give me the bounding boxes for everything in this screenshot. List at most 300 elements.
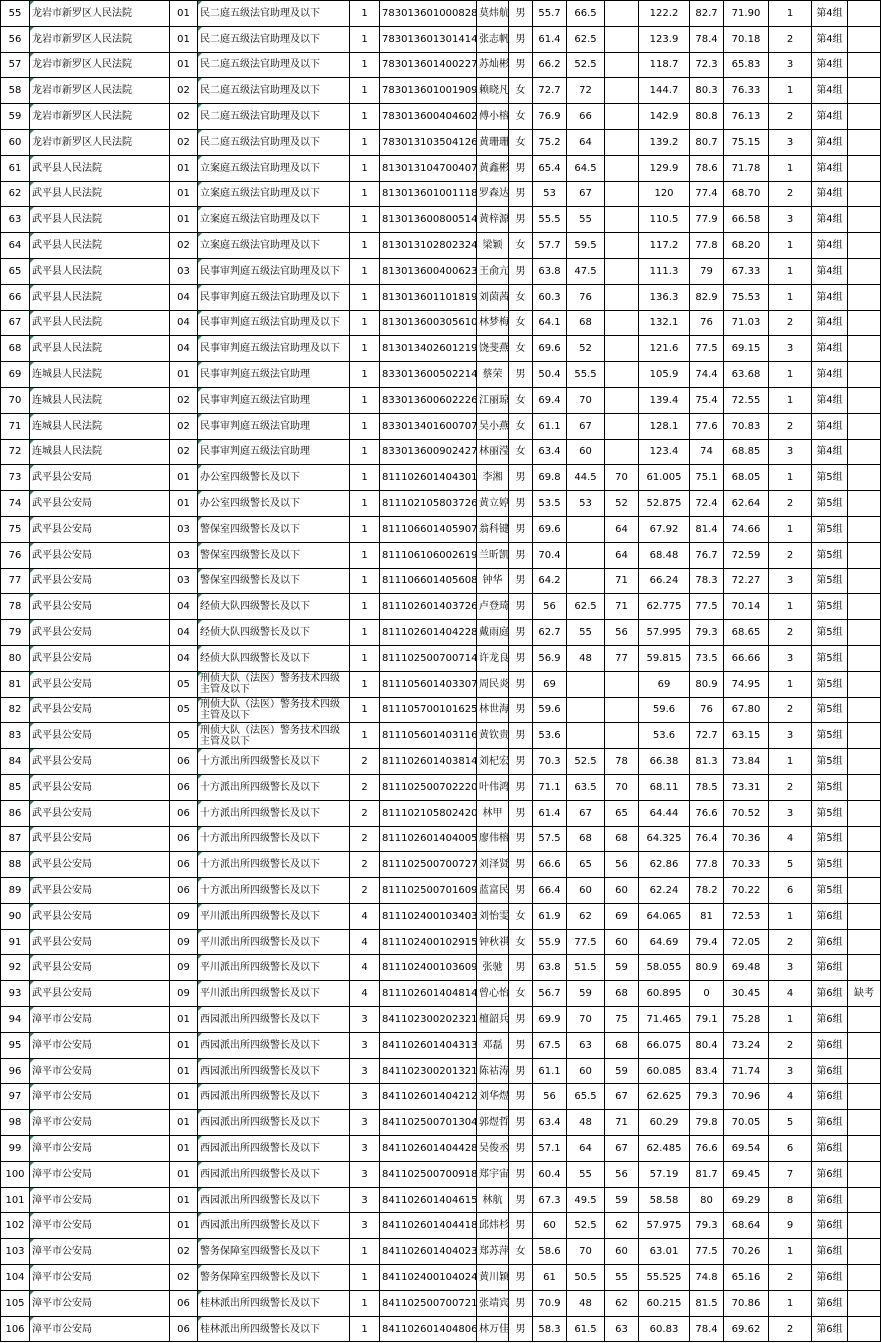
table-row xyxy=(1,284,881,310)
cell-remark xyxy=(848,800,881,826)
cell-row-number: 87 xyxy=(1,826,30,852)
cell-unit-name: 武平县公安局 xyxy=(30,903,170,929)
cell-candidate-name: 黄钦贵 xyxy=(477,723,509,749)
cell-written-score-c xyxy=(605,310,639,336)
cell-written-total: 64.69 xyxy=(639,929,690,955)
cell-written-score-c xyxy=(605,129,639,155)
cell-remark xyxy=(848,1136,881,1162)
cell-candidate-name: 刘怡雯 xyxy=(477,903,509,929)
cell-interview-score: 74.4 xyxy=(690,362,724,388)
cell-written-score-c xyxy=(605,671,639,697)
cell-written-score-a: 60 xyxy=(533,1213,567,1239)
cell-written-score-a: 66.4 xyxy=(533,878,567,904)
cell-unit-name: 武平县公安局 xyxy=(30,800,170,826)
cell-hire-count: 1 xyxy=(350,1,380,27)
cell-written-score-c: 62 xyxy=(605,1290,639,1316)
cell-rank: 1 xyxy=(769,594,812,620)
cell-written-total: 123.4 xyxy=(639,439,690,465)
cell-written-score-b xyxy=(567,568,605,594)
cell-written-score-b xyxy=(567,516,605,542)
cell-position-name: 刑侦大队（法医）警务技术四级主管及以下 xyxy=(198,723,350,749)
cell-written-score-a: 69.6 xyxy=(533,516,567,542)
cell-row-number: 93 xyxy=(1,981,30,1007)
cell-remark xyxy=(848,129,881,155)
cell-final-score: 73.31 xyxy=(724,774,769,800)
table-row xyxy=(1,207,881,233)
cell-gender: 女 xyxy=(509,336,533,362)
table-row xyxy=(1,1265,881,1291)
table-row xyxy=(1,465,881,491)
cell-position-code: 03 xyxy=(170,516,198,542)
cell-final-score: 68.64 xyxy=(724,1213,769,1239)
cell-unit-name: 武平县公安局 xyxy=(30,620,170,646)
cell-unit-name: 武平县人民法院 xyxy=(30,181,170,207)
table-row xyxy=(1,903,881,929)
cell-unit-name: 武平县公安局 xyxy=(30,774,170,800)
cell-group: 第6组 xyxy=(812,1084,848,1110)
cell-hire-count: 1 xyxy=(350,129,380,155)
cell-hire-count: 1 xyxy=(350,697,380,723)
cell-written-total: 55.525 xyxy=(639,1265,690,1291)
cell-position-code: 02 xyxy=(170,1265,198,1291)
cell-position-name: 民二庭五级法官助理及以下 xyxy=(198,26,350,52)
cell-gender: 男 xyxy=(509,826,533,852)
cell-ticket-number: 841102300202321 xyxy=(380,1007,477,1033)
cell-hire-count: 4 xyxy=(350,903,380,929)
cell-unit-name: 武平县公安局 xyxy=(30,749,170,775)
cell-position-code: 01 xyxy=(170,1007,198,1033)
cell-hire-count: 1 xyxy=(350,542,380,568)
cell-row-number: 97 xyxy=(1,1084,30,1110)
cell-ticket-number: 811106601405608 xyxy=(380,568,477,594)
cell-group: 第4组 xyxy=(812,52,848,78)
cell-row-number: 106 xyxy=(1,1316,30,1342)
cell-row-number: 89 xyxy=(1,878,30,904)
cell-row-number: 66 xyxy=(1,284,30,310)
cell-candidate-name: 刘茵茜 xyxy=(477,284,509,310)
cell-gender: 男 xyxy=(509,258,533,284)
cell-group: 第4组 xyxy=(812,413,848,439)
cell-position-name: 警务保障室四级警长及以下 xyxy=(198,1239,350,1265)
cell-written-total: 110.5 xyxy=(639,207,690,233)
cell-interview-score: 80.9 xyxy=(690,955,724,981)
cell-interview-score: 0 xyxy=(690,981,724,1007)
cell-candidate-name: 叶伟鸿 xyxy=(477,774,509,800)
cell-hire-count: 3 xyxy=(350,1187,380,1213)
table-row xyxy=(1,723,881,749)
cell-candidate-name: 蔡荣 xyxy=(477,362,509,388)
cell-ticket-number: 813013402601219 xyxy=(380,336,477,362)
cell-remark xyxy=(848,1161,881,1187)
cell-remark xyxy=(848,774,881,800)
cell-position-code: 09 xyxy=(170,981,198,1007)
cell-hire-count: 1 xyxy=(350,207,380,233)
cell-remark xyxy=(848,181,881,207)
cell-written-total: 62.485 xyxy=(639,1136,690,1162)
cell-ticket-number: 841102601404615 xyxy=(380,1187,477,1213)
cell-ticket-number: 841102500700721 xyxy=(380,1290,477,1316)
cell-final-score: 75.15 xyxy=(724,129,769,155)
cell-candidate-name: 周民炎 xyxy=(477,671,509,697)
cell-remark xyxy=(848,1316,881,1342)
cell-hire-count: 2 xyxy=(350,800,380,826)
cell-gender: 男 xyxy=(509,568,533,594)
cell-ticket-number: 841102601404212 xyxy=(380,1084,477,1110)
cell-row-number: 78 xyxy=(1,594,30,620)
cell-rank: 4 xyxy=(769,981,812,1007)
cell-written-total: 60.83 xyxy=(639,1316,690,1342)
cell-group: 第6组 xyxy=(812,1058,848,1084)
cell-final-score: 69.45 xyxy=(724,1161,769,1187)
cell-written-score-c xyxy=(605,233,639,259)
cell-rank: 2 xyxy=(769,104,812,130)
cell-position-name: 民事审判庭五级法官助理 xyxy=(198,439,350,465)
cell-ticket-number: 811102500700714 xyxy=(380,645,477,671)
cell-final-score: 70.22 xyxy=(724,878,769,904)
cell-ticket-number: 833013600502214 xyxy=(380,362,477,388)
cell-interview-score: 79.3 xyxy=(690,1213,724,1239)
cell-group: 第4组 xyxy=(812,1,848,27)
cell-ticket-number: 811102105803726 xyxy=(380,491,477,517)
cell-written-score-a: 59.6 xyxy=(533,697,567,723)
cell-position-name: 十方派出所四级警长及以下 xyxy=(198,852,350,878)
cell-unit-name: 龙岩市新罗区人民法院 xyxy=(30,1,170,27)
cell-ticket-number: 841102400104024 xyxy=(380,1265,477,1291)
cell-hire-count: 1 xyxy=(350,439,380,465)
cell-row-number: 101 xyxy=(1,1187,30,1213)
cell-row-number: 104 xyxy=(1,1265,30,1291)
cell-position-name: 警务保障室四级警长及以下 xyxy=(198,1265,350,1291)
cell-position-code: 01 xyxy=(170,52,198,78)
cell-interview-score: 74 xyxy=(690,439,724,465)
cell-written-score-a: 57.5 xyxy=(533,826,567,852)
cell-row-number: 56 xyxy=(1,26,30,52)
cell-rank: 1 xyxy=(769,78,812,104)
cell-written-total: 69 xyxy=(639,671,690,697)
cell-gender: 男 xyxy=(509,1007,533,1033)
cell-interview-score: 77.5 xyxy=(690,594,724,620)
cell-candidate-name: 钟华 xyxy=(477,568,509,594)
cell-position-name: 十方派出所四级警长及以下 xyxy=(198,826,350,852)
cell-written-score-c: 55 xyxy=(605,1265,639,1291)
cell-candidate-name: 兰昕凯 xyxy=(477,542,509,568)
cell-row-number: 84 xyxy=(1,749,30,775)
cell-candidate-name: 江丽琼 xyxy=(477,387,509,413)
cell-position-code: 06 xyxy=(170,852,198,878)
cell-final-score: 67.33 xyxy=(724,258,769,284)
cell-rank: 9 xyxy=(769,1213,812,1239)
cell-rank: 4 xyxy=(769,826,812,852)
cell-group: 第5组 xyxy=(812,671,848,697)
cell-written-score-c xyxy=(605,52,639,78)
cell-written-score-b: 52.5 xyxy=(567,52,605,78)
cell-rank: 4 xyxy=(769,1084,812,1110)
cell-unit-name: 武平县公安局 xyxy=(30,465,170,491)
cell-position-code: 06 xyxy=(170,800,198,826)
cell-rank: 3 xyxy=(769,129,812,155)
cell-rank: 1 xyxy=(769,155,812,181)
cell-ticket-number: 811106106002619 xyxy=(380,542,477,568)
cell-final-score: 62.64 xyxy=(724,491,769,517)
cell-final-score: 65.16 xyxy=(724,1265,769,1291)
cell-unit-name: 漳平市公安局 xyxy=(30,1110,170,1136)
cell-position-code: 04 xyxy=(170,284,198,310)
cell-position-name: 刑侦大队（法医）警务技术四级主管及以下 xyxy=(198,671,350,697)
cell-written-score-c: 60 xyxy=(605,1239,639,1265)
cell-rank: 2 xyxy=(769,413,812,439)
cell-written-total: 60.085 xyxy=(639,1058,690,1084)
cell-position-name: 经侦大队四级警长及以下 xyxy=(198,645,350,671)
cell-written-score-c: 52 xyxy=(605,491,639,517)
cell-rank: 3 xyxy=(769,723,812,749)
cell-final-score: 69.48 xyxy=(724,955,769,981)
cell-group: 第5组 xyxy=(812,620,848,646)
cell-written-score-a: 53 xyxy=(533,181,567,207)
cell-final-score: 70.26 xyxy=(724,1239,769,1265)
cell-written-total: 120 xyxy=(639,181,690,207)
cell-position-name: 民事审判庭五级法官助理及以下 xyxy=(198,336,350,362)
cell-position-code: 06 xyxy=(170,1316,198,1342)
cell-position-code: 01 xyxy=(170,1,198,27)
cell-written-score-b: 59.5 xyxy=(567,233,605,259)
cell-candidate-name: 饶斐燕 xyxy=(477,336,509,362)
cell-remark xyxy=(848,491,881,517)
cell-remark xyxy=(848,1239,881,1265)
cell-ticket-number: 813013102802324 xyxy=(380,233,477,259)
cell-written-score-a: 58.3 xyxy=(533,1316,567,1342)
cell-gender: 女 xyxy=(509,439,533,465)
cell-candidate-name: 赖晓凡 xyxy=(477,78,509,104)
cell-final-score: 70.96 xyxy=(724,1084,769,1110)
cell-group: 第6组 xyxy=(812,1110,848,1136)
cell-interview-score: 75.4 xyxy=(690,387,724,413)
table-row xyxy=(1,878,881,904)
cell-written-score-b: 65 xyxy=(567,852,605,878)
table-row xyxy=(1,749,881,775)
cell-position-code: 01 xyxy=(170,491,198,517)
cell-written-total: 62.86 xyxy=(639,852,690,878)
cell-gender: 男 xyxy=(509,774,533,800)
cell-written-score-c xyxy=(605,155,639,181)
cell-remark xyxy=(848,258,881,284)
cell-final-score: 74.95 xyxy=(724,671,769,697)
cell-position-code: 09 xyxy=(170,955,198,981)
cell-unit-name: 武平县公安局 xyxy=(30,981,170,1007)
table-row xyxy=(1,645,881,671)
cell-written-score-a: 53.6 xyxy=(533,723,567,749)
cell-written-score-a: 69.4 xyxy=(533,387,567,413)
cell-written-total: 121.6 xyxy=(639,336,690,362)
cell-hire-count: 1 xyxy=(350,645,380,671)
cell-written-score-c: 64 xyxy=(605,542,639,568)
cell-candidate-name: 林梦梅 xyxy=(477,310,509,336)
cell-interview-score: 79.8 xyxy=(690,1110,724,1136)
cell-written-total: 64.065 xyxy=(639,903,690,929)
cell-remark xyxy=(848,1058,881,1084)
cell-group: 第5组 xyxy=(812,516,848,542)
cell-written-score-b: 55 xyxy=(567,620,605,646)
cell-gender: 女 xyxy=(509,104,533,130)
cell-candidate-name: 林甲 xyxy=(477,800,509,826)
cell-hire-count: 1 xyxy=(350,1239,380,1265)
cell-ticket-number: 813013601001118 xyxy=(380,181,477,207)
cell-unit-name: 连城县人民法院 xyxy=(30,413,170,439)
cell-final-score: 70.18 xyxy=(724,26,769,52)
cell-written-score-a: 63.8 xyxy=(533,955,567,981)
table-row xyxy=(1,258,881,284)
cell-written-score-a: 67.3 xyxy=(533,1187,567,1213)
cell-written-score-a: 56.9 xyxy=(533,645,567,671)
cell-group: 第6组 xyxy=(812,1032,848,1058)
cell-position-name: 立案庭五级法官助理及以下 xyxy=(198,155,350,181)
cell-written-score-b: 60 xyxy=(567,439,605,465)
cell-written-total: 58.58 xyxy=(639,1187,690,1213)
table-row xyxy=(1,1290,881,1316)
cell-gender: 男 xyxy=(509,1316,533,1342)
cell-written-score-a: 71.1 xyxy=(533,774,567,800)
cell-written-total: 122.2 xyxy=(639,1,690,27)
cell-final-score: 68.65 xyxy=(724,620,769,646)
cell-unit-name: 武平县公安局 xyxy=(30,516,170,542)
table-row xyxy=(1,568,881,594)
cell-row-number: 73 xyxy=(1,465,30,491)
cell-rank: 1 xyxy=(769,387,812,413)
cell-interview-score: 81.7 xyxy=(690,1161,724,1187)
cell-position-code: 01 xyxy=(170,207,198,233)
cell-row-number: 71 xyxy=(1,413,30,439)
cell-remark xyxy=(848,52,881,78)
cell-row-number: 70 xyxy=(1,387,30,413)
table-row xyxy=(1,697,881,723)
cell-ticket-number: 811102500701609 xyxy=(380,878,477,904)
cell-position-code: 04 xyxy=(170,336,198,362)
cell-unit-name: 武平县公安局 xyxy=(30,671,170,697)
cell-rank: 2 xyxy=(769,26,812,52)
cell-position-code: 06 xyxy=(170,749,198,775)
cell-written-score-c: 71 xyxy=(605,568,639,594)
cell-remark xyxy=(848,1032,881,1058)
cell-position-code: 01 xyxy=(170,1032,198,1058)
cell-unit-name: 龙岩市新罗区人民法院 xyxy=(30,52,170,78)
table-row xyxy=(1,774,881,800)
cell-hire-count: 1 xyxy=(350,620,380,646)
cell-row-number: 55 xyxy=(1,1,30,27)
cell-group: 第4组 xyxy=(812,387,848,413)
cell-remark: 缺考 xyxy=(848,981,881,1007)
cell-rank: 6 xyxy=(769,1136,812,1162)
cell-written-score-c xyxy=(605,181,639,207)
cell-group: 第4组 xyxy=(812,284,848,310)
cell-unit-name: 武平县人民法院 xyxy=(30,336,170,362)
cell-interview-score: 77.5 xyxy=(690,336,724,362)
cell-hire-count: 4 xyxy=(350,981,380,1007)
cell-written-score-a: 69.6 xyxy=(533,336,567,362)
cell-group: 第5组 xyxy=(812,491,848,517)
cell-hire-count: 1 xyxy=(350,723,380,749)
cell-written-score-c: 75 xyxy=(605,1007,639,1033)
cell-position-code: 09 xyxy=(170,903,198,929)
cell-final-score: 72.05 xyxy=(724,929,769,955)
cell-unit-name: 漳平市公安局 xyxy=(30,1213,170,1239)
cell-written-total: 62.625 xyxy=(639,1084,690,1110)
cell-written-score-a: 61.4 xyxy=(533,26,567,52)
cell-remark xyxy=(848,955,881,981)
cell-ticket-number: 811102601404814 xyxy=(380,981,477,1007)
cell-candidate-name: 黄珊珊 xyxy=(477,129,509,155)
cell-ticket-number: 813013104700407 xyxy=(380,155,477,181)
cell-written-total: 128.1 xyxy=(639,413,690,439)
cell-written-score-b xyxy=(567,671,605,697)
cell-gender: 男 xyxy=(509,1213,533,1239)
cell-ticket-number: 811102601403726 xyxy=(380,594,477,620)
cell-written-score-a: 66.2 xyxy=(533,52,567,78)
cell-interview-score: 72.4 xyxy=(690,491,724,517)
cell-interview-score: 80.8 xyxy=(690,104,724,130)
cell-hire-count: 1 xyxy=(350,52,380,78)
cell-written-score-a: 75.2 xyxy=(533,129,567,155)
cell-position-code: 02 xyxy=(170,387,198,413)
cell-position-name: 西园派出所四级警长及以下 xyxy=(198,1213,350,1239)
cell-ticket-number: 783013103504126 xyxy=(380,129,477,155)
cell-rank: 1 xyxy=(769,516,812,542)
cell-written-score-b: 68 xyxy=(567,310,605,336)
cell-written-score-a: 66.6 xyxy=(533,852,567,878)
cell-written-score-a: 69 xyxy=(533,671,567,697)
cell-written-score-b: 67 xyxy=(567,413,605,439)
cell-group: 第6组 xyxy=(812,1239,848,1265)
cell-remark xyxy=(848,826,881,852)
table-row xyxy=(1,413,881,439)
cell-hire-count: 2 xyxy=(350,774,380,800)
cell-rank: 1 xyxy=(769,1007,812,1033)
cell-hire-count: 1 xyxy=(350,491,380,517)
cell-written-score-c: 60 xyxy=(605,878,639,904)
cell-ticket-number: 841102601404418 xyxy=(380,1213,477,1239)
cell-written-score-a: 58.6 xyxy=(533,1239,567,1265)
cell-position-name: 民事审判庭五级法官助理 xyxy=(198,387,350,413)
cell-hire-count: 4 xyxy=(350,929,380,955)
cell-rank: 3 xyxy=(769,568,812,594)
cell-candidate-name: 曾心怡 xyxy=(477,981,509,1007)
cell-position-name: 民二庭五级法官助理及以下 xyxy=(198,129,350,155)
cell-ticket-number: 841102601404428 xyxy=(380,1136,477,1162)
cell-position-name: 警保室四级警长及以下 xyxy=(198,542,350,568)
cell-gender: 女 xyxy=(509,129,533,155)
cell-written-score-b: 64 xyxy=(567,129,605,155)
cell-written-score-a: 55.7 xyxy=(533,1,567,27)
cell-candidate-name: 莫炜航 xyxy=(477,1,509,27)
cell-position-name: 办公室四级警长及以下 xyxy=(198,491,350,517)
cell-row-number: 60 xyxy=(1,129,30,155)
cell-row-number: 75 xyxy=(1,516,30,542)
cell-final-score: 66.58 xyxy=(724,207,769,233)
cell-written-score-c: 68 xyxy=(605,1032,639,1058)
cell-position-code: 01 xyxy=(170,1136,198,1162)
table-row xyxy=(1,1110,881,1136)
cell-position-code: 02 xyxy=(170,129,198,155)
cell-interview-score: 77.5 xyxy=(690,1239,724,1265)
cell-written-total: 66.38 xyxy=(639,749,690,775)
cell-written-score-b: 48 xyxy=(567,1110,605,1136)
cell-interview-score: 78.4 xyxy=(690,26,724,52)
table-row xyxy=(1,155,881,181)
cell-position-name: 民事审判庭五级法官助理及以下 xyxy=(198,310,350,336)
cell-ticket-number: 811102400102915 xyxy=(380,929,477,955)
cell-interview-score: 78.6 xyxy=(690,155,724,181)
cell-unit-name: 漳平市公安局 xyxy=(30,1032,170,1058)
cell-candidate-name: 戴雨庭 xyxy=(477,620,509,646)
table-row xyxy=(1,78,881,104)
